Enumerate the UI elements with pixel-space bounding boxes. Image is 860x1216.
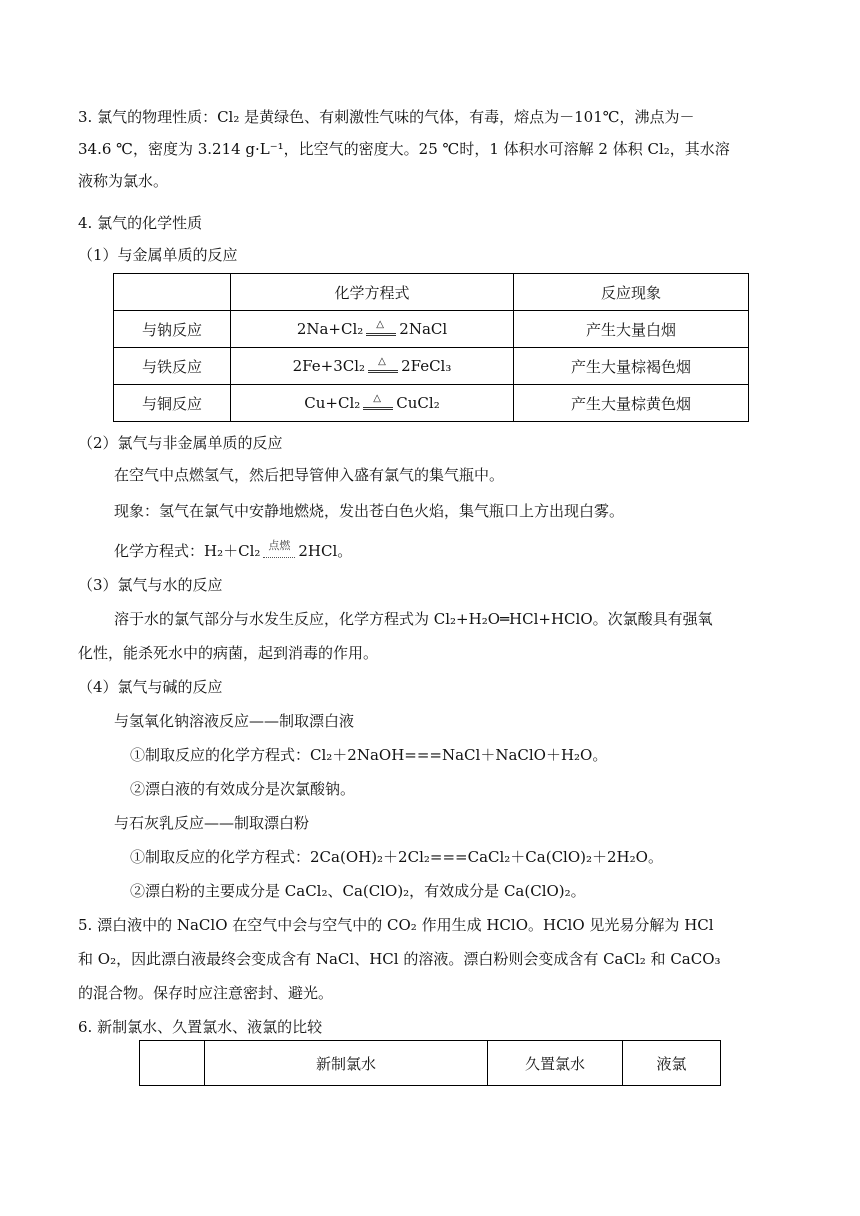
table-row	[114, 348, 749, 385]
equation-products: 2FeCl₃	[401, 357, 452, 375]
s4-p4-lime-component: ②漂白粉的主要成分是 CaCl₂、Ca(ClO)₂，有效成分是 Ca(ClO)₂。	[130, 882, 586, 900]
ignite-condition: 点燃	[268, 539, 291, 552]
s5-line-2: 和 O₂，因此漂白液最终会变成含有 NaCl、HCl 的溶液。漂白粉则会变成含有 CaCl₂ 和 CaCO₃	[78, 950, 721, 968]
s4-p3-line-2: 化性，能杀死水中的病菌，起到消毒的作用。	[78, 644, 379, 662]
s4-p4-lime-equation: ①制取反应的化学方程式：2Ca(OH)₂＋2Cl₂===CaCl₂＋Ca(ClO)₂＋2H₂O。	[130, 848, 663, 866]
table-header-row	[114, 274, 749, 311]
reaction-phenomenon: 产生大量白烟	[514, 311, 749, 348]
reaction-equation	[231, 385, 514, 422]
s3-line-3: 液称为氯水。	[78, 172, 169, 190]
s3-line-1: 3. 氯气的物理性质：Cl₂ 是黄绿色、有刺激性气味的气体，有毒，熔点为－101℃，沸点为－	[78, 108, 695, 126]
heat-condition: △	[378, 356, 386, 367]
reaction-phenomenon: 产生大量棕褐色烟	[514, 348, 749, 385]
table-header-cell: 液氯	[623, 1041, 721, 1086]
s3-line-2: 34.6 ℃，密度为 3.214 g·L⁻¹，比空气的密度大。25 ℃时，1 体积水可溶解 2 体积 Cl₂，其水溶	[78, 140, 730, 158]
reaction-equation	[231, 311, 514, 348]
table-header-cell: 反应现象	[514, 274, 749, 311]
heat-arrow	[364, 319, 398, 338]
metal-reaction-table	[113, 273, 749, 422]
table-header-cell: 久置氯水	[488, 1041, 623, 1086]
equation-reactants: 2Fe+3Cl₂	[292, 357, 366, 375]
heat-condition: △	[373, 393, 381, 404]
s4-p2-title: （2）氯气与非金属单质的反应	[78, 434, 283, 452]
equation-suffix: 2HCl。	[298, 542, 353, 560]
table-header-cell	[140, 1041, 205, 1086]
s4-p3-title: （3）氯气与水的反应	[78, 576, 223, 594]
equation-prefix: 化学方程式：H₂＋Cl₂	[114, 542, 261, 560]
table-header-cell: 化学方程式	[231, 274, 514, 311]
heat-arrow	[361, 393, 395, 412]
s4-title: 4. 氯气的化学性质	[78, 214, 203, 232]
reaction-phenomenon: 产生大量棕黄色烟	[514, 385, 749, 422]
ignite-arrow	[261, 539, 297, 560]
s5-line-1: 5. 漂白液中的 NaClO 在空气中会与空气中的 CO₂ 作用生成 HClO。HClO 见光易分解为 HCl	[78, 916, 714, 934]
equation-reactants: 2Na+Cl₂	[296, 320, 364, 338]
s5-line-3: 的混合物。保存时应注意密封、避光。	[78, 984, 334, 1002]
s4-p2-equation	[114, 540, 352, 562]
equation-products: CuCl₂	[396, 394, 440, 412]
reaction-label: 与铁反应	[114, 348, 231, 385]
table-header-cell	[114, 274, 231, 311]
s4-p4-naoh-equation: ①制取反应的化学方程式：Cl₂＋2NaOH===NaCl＋NaClO＋H₂O。	[130, 746, 608, 764]
s4-p4-naoh-component: ②漂白液的有效成分是次氯酸钠。	[130, 780, 356, 798]
s6-title: 6. 新制氯水、久置氯水、液氯的比较	[78, 1018, 323, 1036]
s4-p2-line-1: 在空气中点燃氢气，然后把导管伸入盛有氯气的集气瓶中。	[114, 466, 505, 484]
table-header-cell: 新制氯水	[205, 1041, 488, 1086]
s4-p2-line-2: 现象：氢气在氯气中安静地燃烧，发出苍白色火焰，集气瓶口上方出现白雾。	[114, 502, 625, 520]
s4-p1-title: （1）与金属单质的反应	[78, 246, 238, 264]
table-row	[114, 385, 749, 422]
equation-products: 2NaCl	[399, 320, 448, 338]
s4-p3-line-1: 溶于水的氯气部分与水发生反应，化学方程式为 Cl₂+H₂O═HCl+HClO。次氯酸具有强氧	[114, 610, 713, 628]
table-header-row	[140, 1041, 721, 1086]
reaction-equation	[231, 348, 514, 385]
table-row	[114, 311, 749, 348]
s4-p4-title: （4）氯气与碱的反应	[78, 678, 223, 696]
reaction-label: 与铜反应	[114, 385, 231, 422]
chlorine-comparison-table	[139, 1040, 721, 1086]
s4-p4-naoh: 与氢氧化钠溶液反应——制取漂白液	[114, 712, 355, 730]
heat-condition: △	[376, 319, 384, 330]
heat-arrow	[366, 356, 400, 375]
equation-reactants: Cu+Cl₂	[304, 394, 361, 412]
s4-p4-lime: 与石灰乳反应——制取漂白粉	[114, 814, 310, 832]
reaction-label: 与钠反应	[114, 311, 231, 348]
